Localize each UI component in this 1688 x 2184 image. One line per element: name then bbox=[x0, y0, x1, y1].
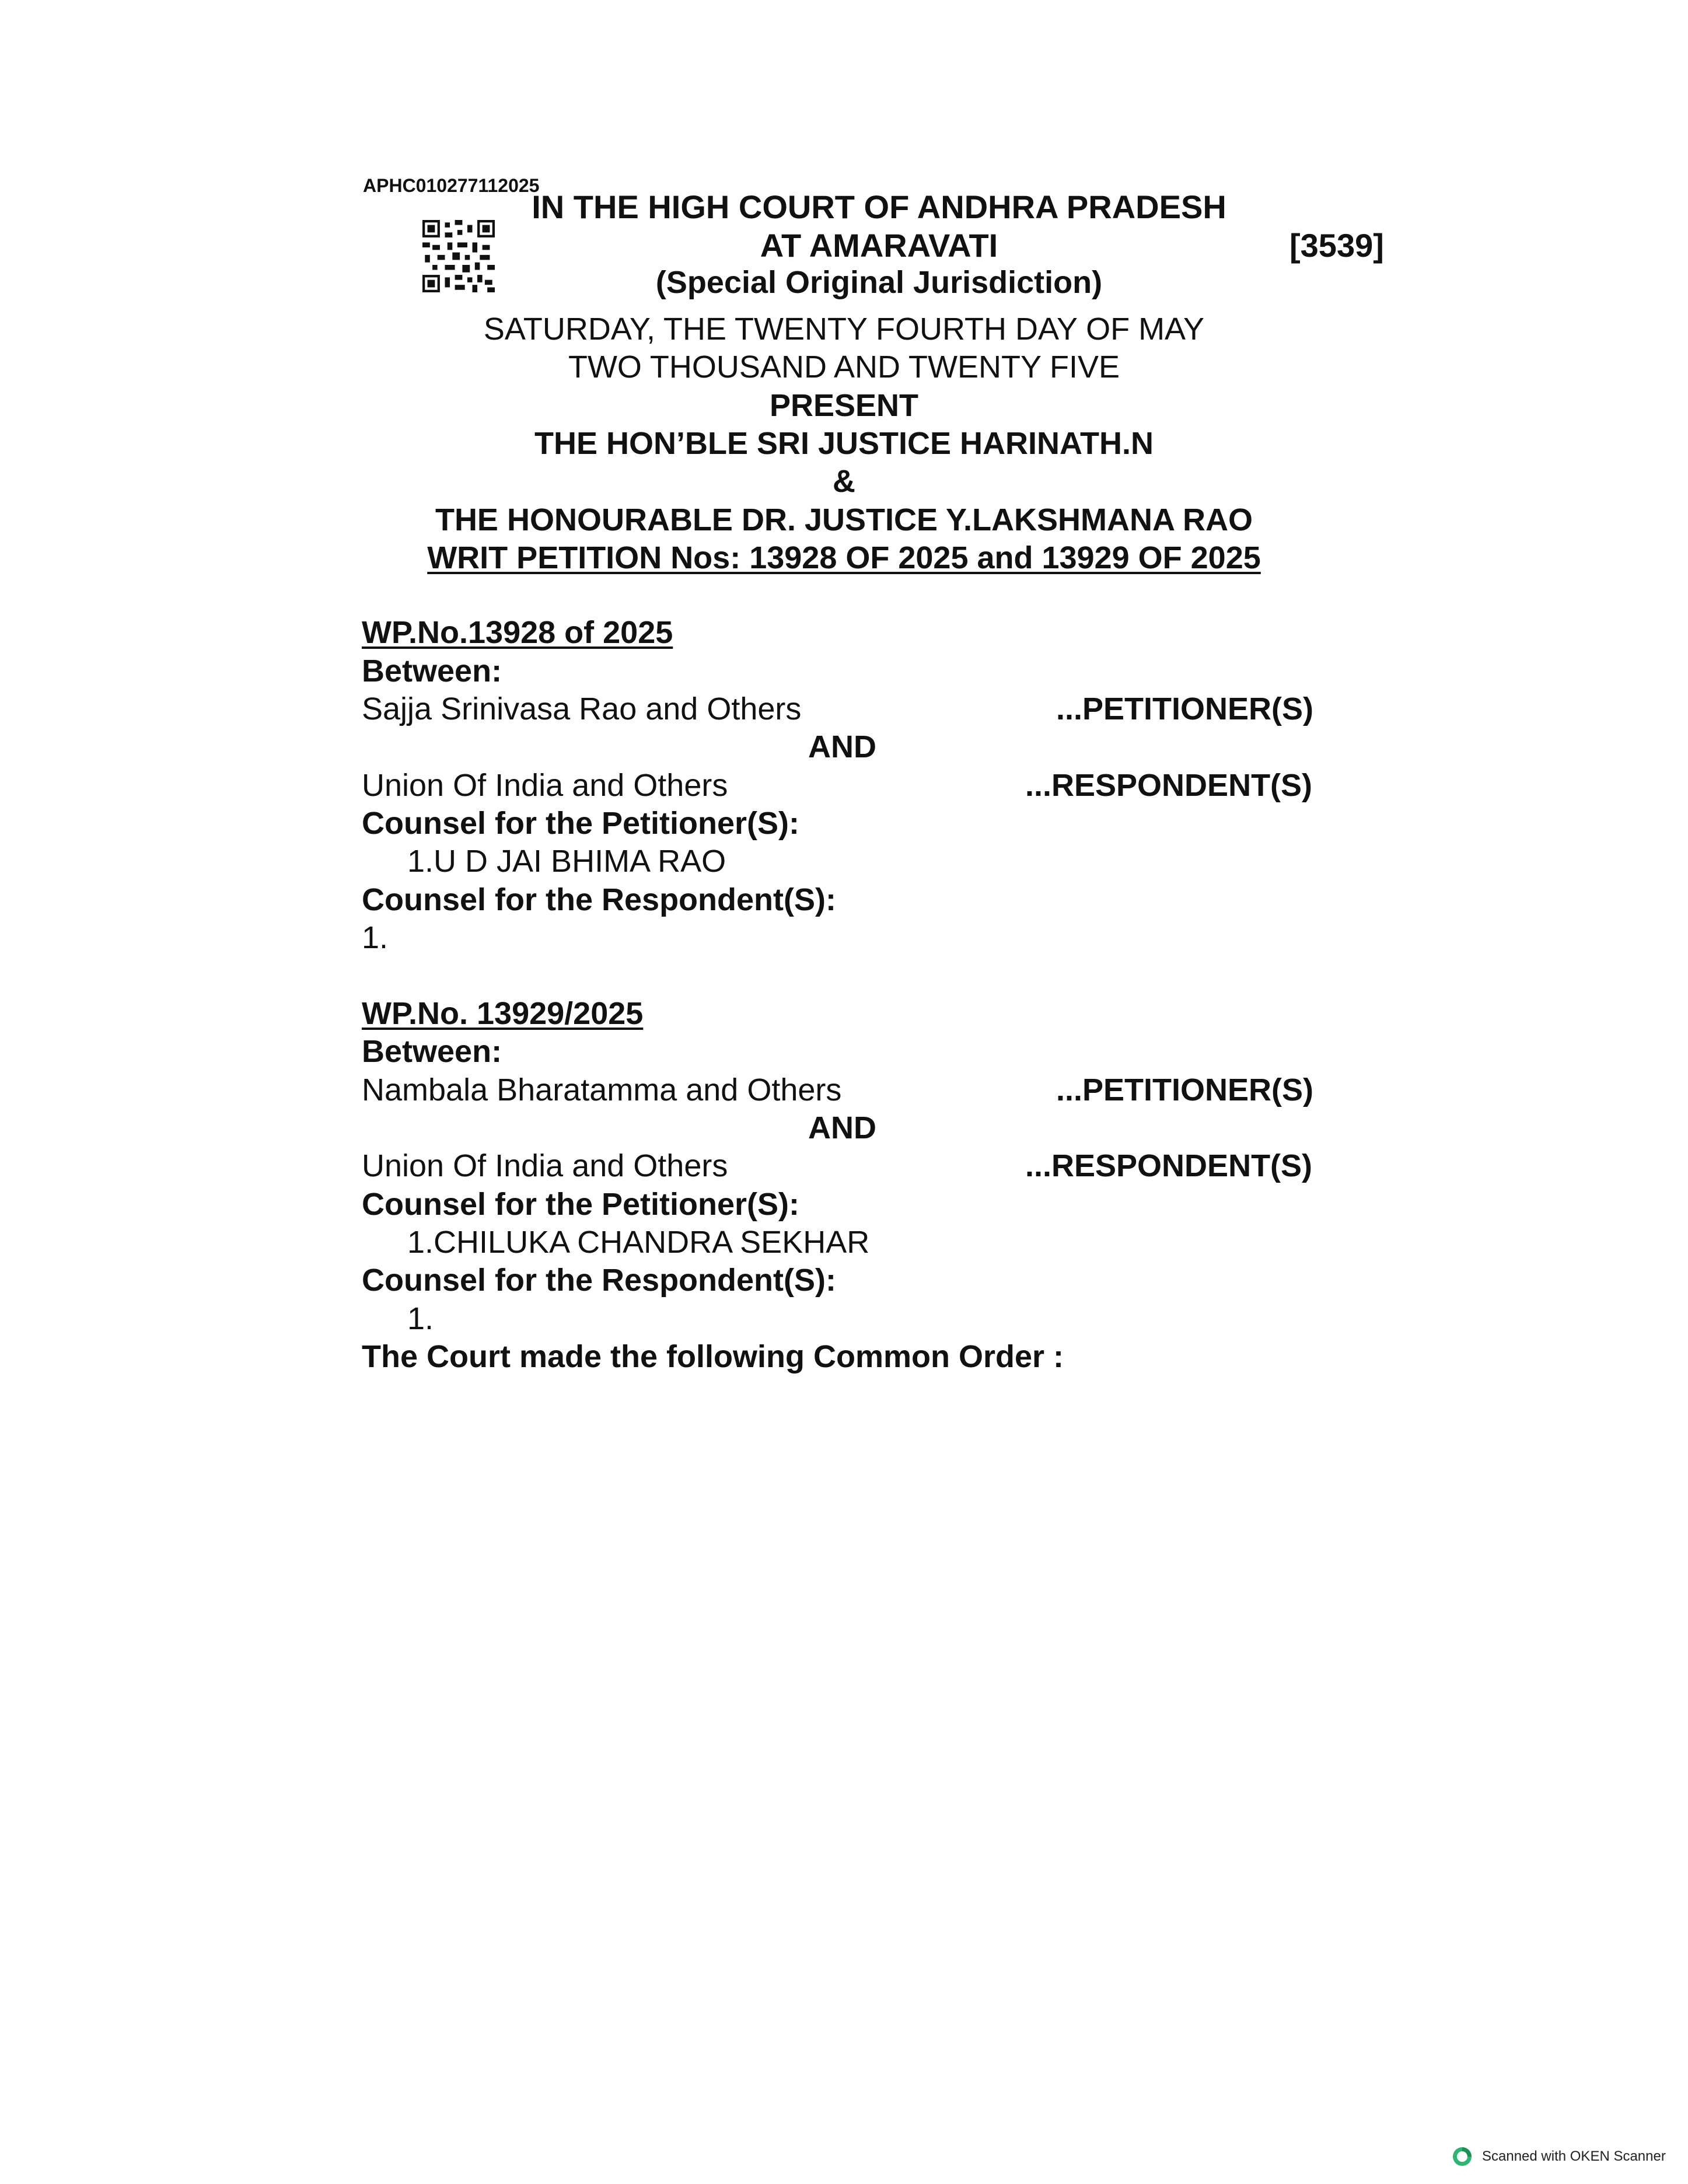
court-name-line2: AT AMARAVATI bbox=[760, 227, 998, 264]
judge-1: THE HON’BLE SRI JUSTICE HARINATH.N bbox=[534, 426, 1154, 461]
petition-title: WRIT PETITION Nos: 13928 OF 2025 and 13929 OF 2025 bbox=[427, 540, 1261, 575]
petitioner-tag: ...PETITIONER(S) bbox=[1056, 691, 1314, 726]
jurisdiction: (Special Original Jurisdiction) bbox=[655, 265, 1103, 300]
counsel-respondent-name: 1. bbox=[362, 920, 389, 955]
case-number: [3539] bbox=[1289, 227, 1384, 264]
date-line1: SATURDAY, THE TWENTY FOURTH DAY OF MAY bbox=[483, 312, 1205, 347]
counsel-petitioner-label: Counsel for the Petitioner(S): bbox=[362, 1187, 800, 1222]
and-label: AND bbox=[808, 1110, 876, 1145]
counsel-petitioner-name: 1.U D JAI BHIMA RAO bbox=[407, 844, 726, 879]
and-label: AND bbox=[808, 729, 876, 764]
case-title: WP.No.13928 of 2025 bbox=[362, 615, 673, 650]
counsel-respondent-label: Counsel for the Respondent(S): bbox=[362, 1263, 836, 1298]
court-name-line1: IN THE HIGH COURT OF ANDHRA PRADESH bbox=[532, 188, 1226, 225]
counsel-respondent-name: 1. bbox=[407, 1301, 434, 1336]
date-line2: TWO THOUSAND AND TWENTY FIVE bbox=[568, 350, 1120, 385]
case-title: WP.No. 13929/2025 bbox=[362, 996, 644, 1031]
judges-ampersand: & bbox=[833, 464, 855, 499]
petitioner-name: Sajja Srinivasa Rao and Others bbox=[362, 691, 802, 726]
between-label: Between: bbox=[362, 1034, 502, 1069]
scanner-watermark bbox=[1451, 2145, 1666, 2168]
respondent-name: Union Of India and Others bbox=[362, 768, 728, 803]
judge-2: THE HONOURABLE DR. JUSTICE Y.LAKSHMANA RAO bbox=[435, 502, 1253, 537]
scanner-logo-icon bbox=[1451, 2145, 1474, 2168]
case-code: APHC010277112025 bbox=[363, 175, 540, 196]
present-heading: PRESENT bbox=[769, 388, 919, 423]
counsel-petitioner-label: Counsel for the Petitioner(S): bbox=[362, 806, 800, 841]
respondent-tag: ...RESPONDENT(S) bbox=[1025, 768, 1313, 803]
petitioner-name: Nambala Bharatamma and Others bbox=[362, 1072, 842, 1107]
petitioner-tag: ...PETITIONER(S) bbox=[1056, 1072, 1314, 1107]
respondent-tag: ...RESPONDENT(S) bbox=[1025, 1148, 1313, 1183]
counsel-respondent-label: Counsel for the Respondent(S): bbox=[362, 882, 836, 917]
scanner-watermark-text: Scanned with OKEN Scanner bbox=[1482, 2148, 1666, 2164]
closing-statement: The Court made the following Common Order : bbox=[362, 1339, 1064, 1374]
between-label: Between: bbox=[362, 654, 502, 689]
respondent-name: Union Of India and Others bbox=[362, 1148, 728, 1183]
counsel-petitioner-name: 1.CHILUKA CHANDRA SEKHAR bbox=[407, 1225, 870, 1260]
